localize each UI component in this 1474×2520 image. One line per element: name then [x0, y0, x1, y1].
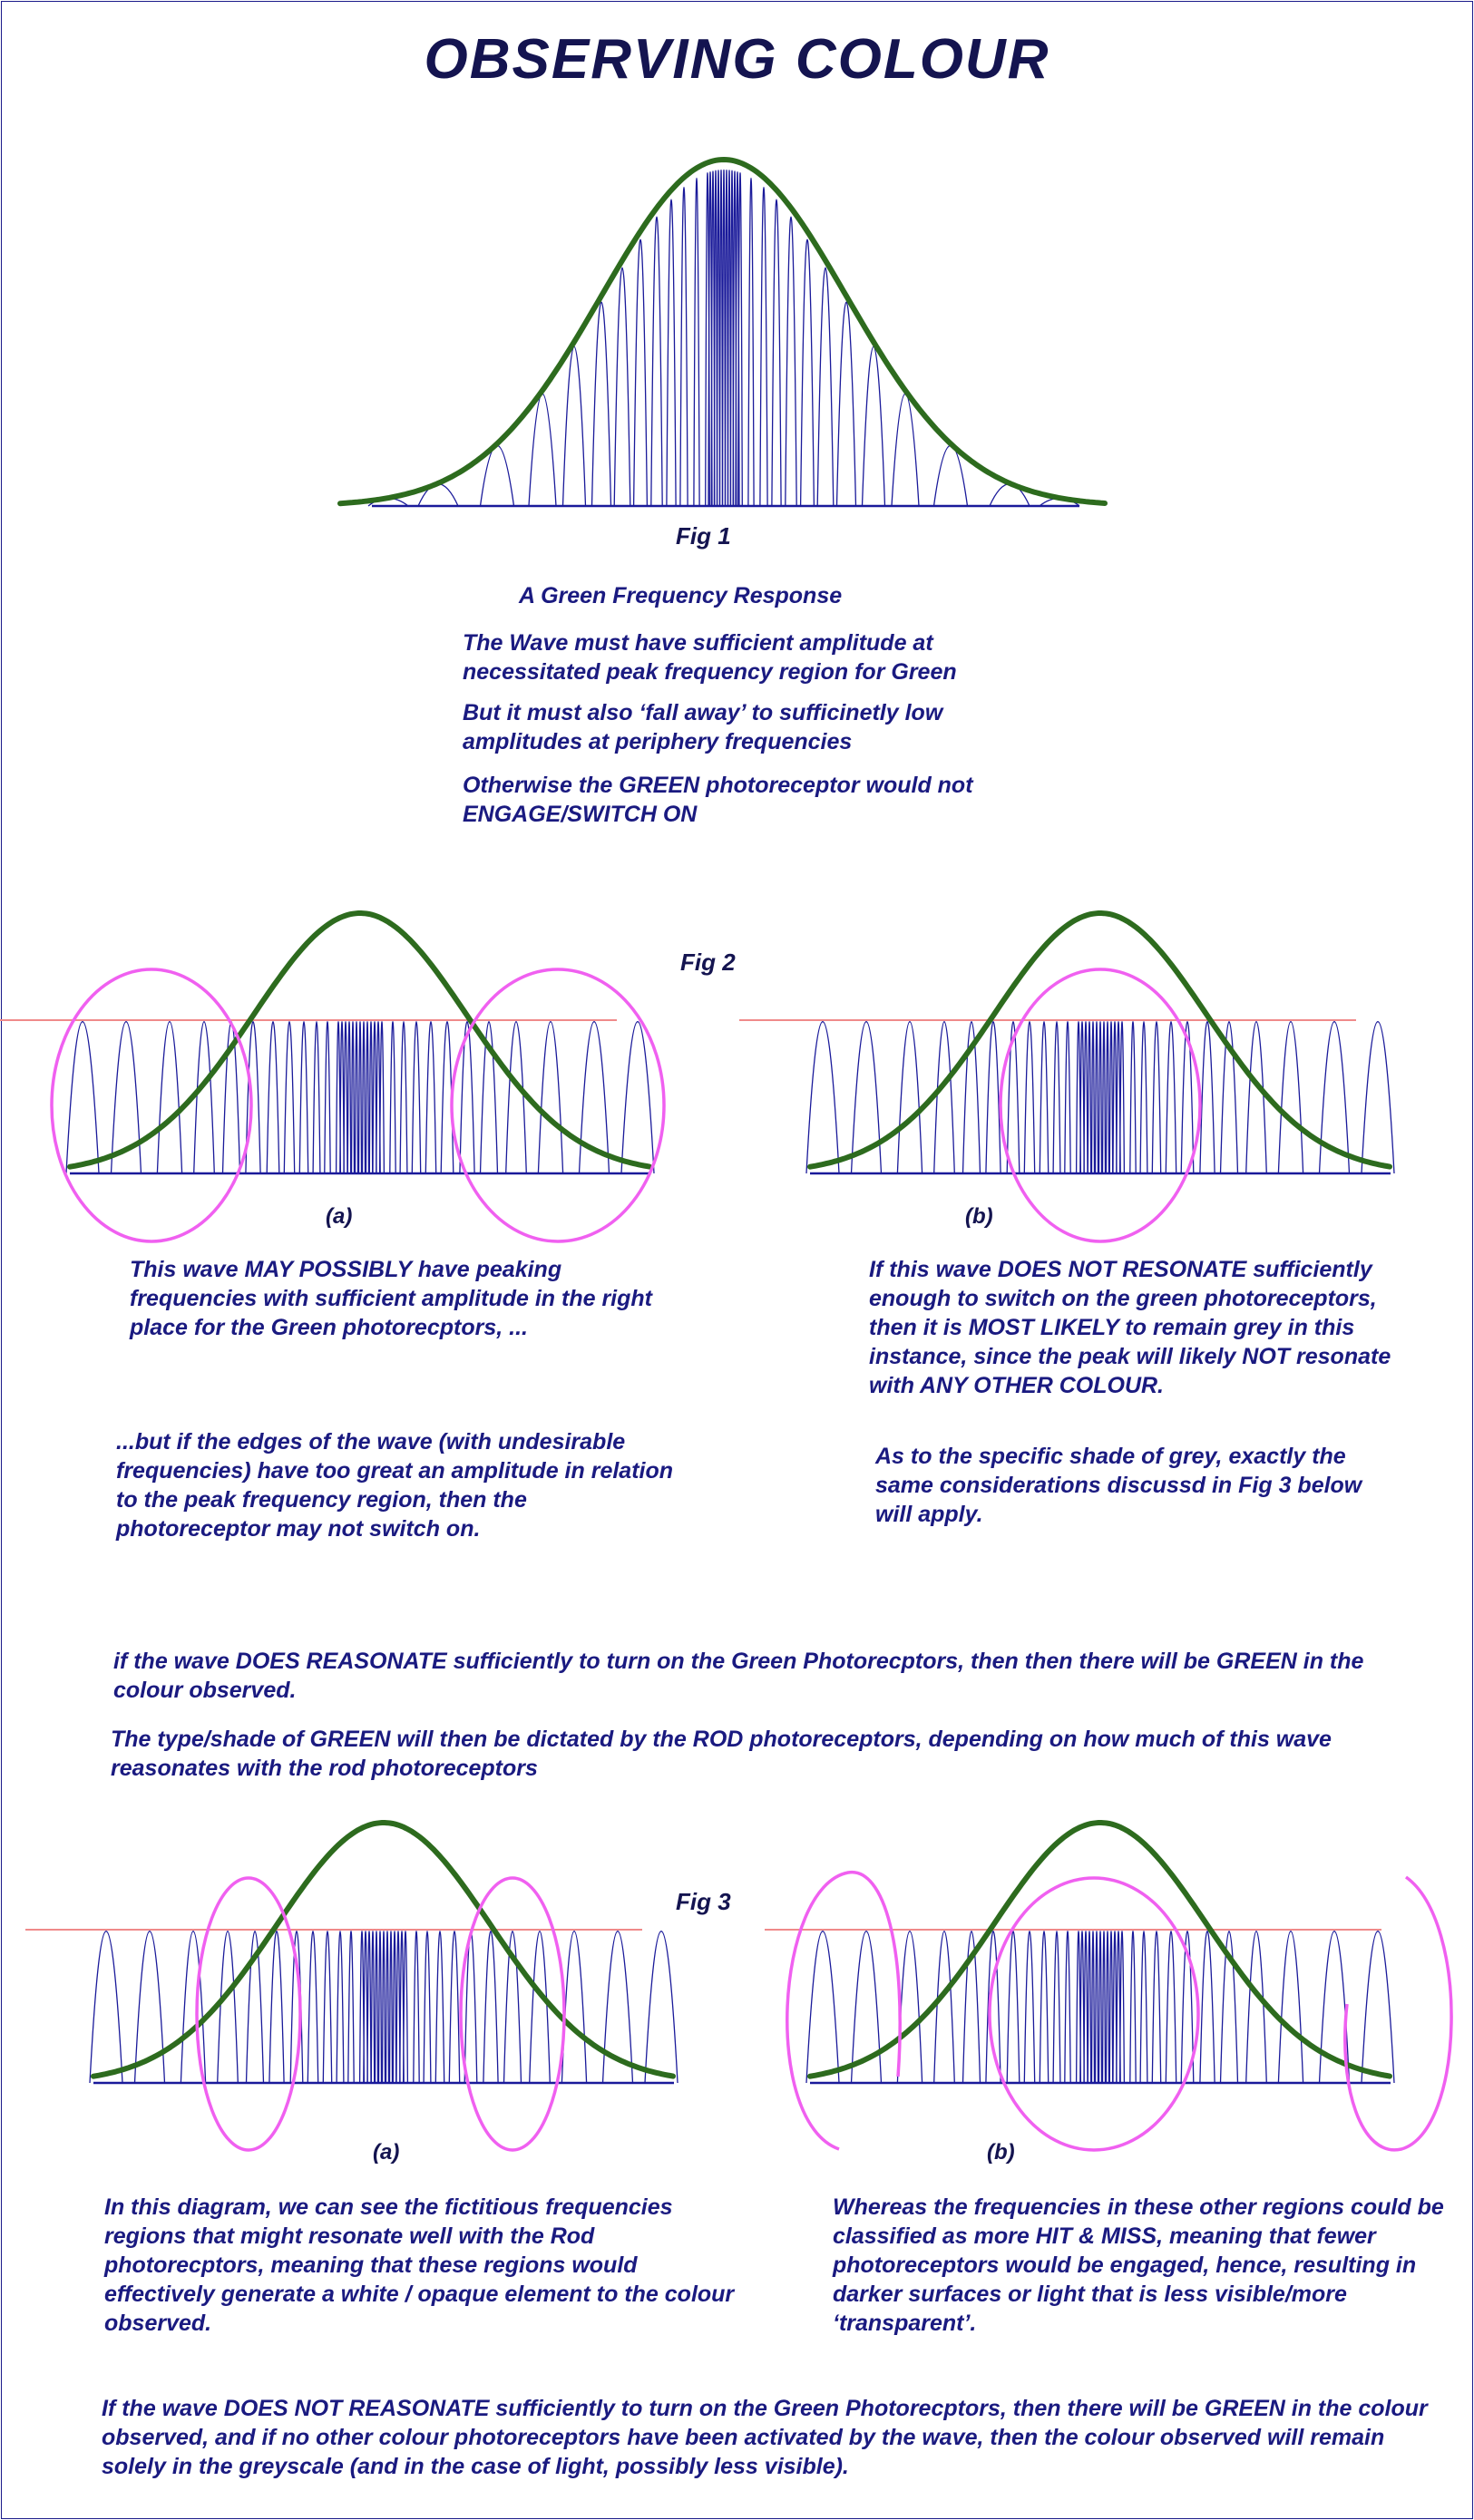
fig2b-spike-3: [1088, 1022, 1090, 1173]
footer-paragraph: If the wave DOES NOT REASONATE sufficiently to turn on the Green Photorecptors, then there will be GREEN in the colour observed, and if no other colour photoreceptors have been activated by the wave, then the colour observed will remain solely in the greyscale (and in the case of light, possibly less visible).: [102, 2396, 1428, 2479]
fig3b-spike-19: [1024, 1931, 1034, 2083]
fig2b-spike-9: [1109, 1022, 1112, 1173]
fig2b-spike-20: [1166, 1022, 1176, 1173]
fig2b-spike-24: [1200, 1022, 1215, 1173]
fig1-spike-24: [817, 268, 834, 506]
fig3b-spike-12: [1120, 1931, 1125, 2083]
fig2a-spike-12: [380, 1022, 385, 1173]
fig1-spike-26: [837, 302, 856, 506]
fig3a-spike-27: [218, 1931, 239, 2083]
fig2a-spike-13: [325, 1022, 330, 1173]
fig2b-ellipse-center: [1001, 969, 1200, 1241]
fig2a-spike-34: [621, 1022, 654, 1173]
fig1-spike-13: [694, 178, 699, 506]
fig3b-spike-30: [1278, 1931, 1303, 2083]
fig2b-spike-17: [1040, 1022, 1048, 1173]
fig2a-spike-2: [344, 1022, 347, 1173]
fig2a-label: (a): [326, 1204, 353, 1229]
fig2a-ellipse-left: [52, 969, 251, 1241]
fig2a-spike-21: [267, 1022, 279, 1173]
page-title: OBSERVING COLOUR: [424, 28, 1050, 91]
fig1-heading: A Green Frequency Response: [519, 583, 843, 608]
fig2b-spike-28: [1246, 1022, 1267, 1173]
fig3a-spike-17: [323, 1931, 331, 2083]
fig2b-spike-21: [1007, 1022, 1020, 1173]
fig2-label: Fig 2: [680, 949, 736, 976]
fig2a-spike-6: [359, 1022, 362, 1173]
fig3b-spike-7: [1103, 1931, 1106, 2083]
fig2b-spike-18: [1152, 1022, 1160, 1173]
fig2b-spike-34: [1362, 1022, 1394, 1173]
fig3a-text: In this diagram, we can see the fictitious frequencies regions that might resonate well with the Rod photorecptors, meaning that these regions would effectively generate a white / opaque element to the colour observed.: [104, 2194, 735, 2336]
fig1-paragraph-3: Otherwise the GREEN photoreceptor would not ENGAGE/SWITCH ON: [463, 773, 973, 827]
fig1-spike-21: [634, 239, 648, 506]
fig2a-text-1: This wave MAY POSSIBLY have peaking frequencies with sufficient amplitude in the right place for the Green photorecptors, ...: [130, 1257, 652, 1340]
fig2b-spike-16: [1140, 1022, 1147, 1173]
fig2a-spike-30: [538, 1022, 562, 1173]
fig3a-spike-18: [435, 1931, 444, 2083]
fig3b-spike-13: [1065, 1931, 1070, 2083]
fig3a-spike-19: [307, 1931, 317, 2083]
fig2a-spike-23: [246, 1022, 260, 1173]
fig2a-spike-3: [347, 1022, 350, 1173]
fig3b-spike-3: [1088, 1931, 1090, 2083]
fig3b-spike-5: [1096, 1931, 1098, 2083]
fig1-label: Fig 1: [676, 522, 731, 550]
fig2a-spike-17: [299, 1022, 307, 1173]
fig3b-spike-28: [1246, 1931, 1267, 2083]
fig2a-spike-14: [390, 1022, 395, 1173]
fig1-paragraph-2: But it must also ‘fall away’ to sufficinetly low amplitudes at periphery frequencies: [463, 700, 943, 754]
fig2b-spike-13: [1065, 1022, 1070, 1173]
fig2b-spike-6: [1099, 1022, 1102, 1173]
fig2a-spike-20: [425, 1022, 435, 1173]
fig3b-spike-9: [1109, 1931, 1112, 2083]
fig1-spike-19: [651, 217, 662, 506]
fig3b-spike-6: [1099, 1931, 1102, 2083]
fig3b-arc-left: [787, 1873, 900, 2149]
fig2a-ellipse-right: [452, 969, 664, 1241]
fig3a-spike-34: [645, 1931, 678, 2083]
fig3b-text: Whereas the frequencies in these other regions could be classified as more HIT & MISS, meaning that fewer photoreceptors would be engaged, hence, resulting in darker surfaces or light that is less visible/more ‘transparent’.: [833, 2194, 1444, 2336]
fig1-spike-28: [863, 346, 885, 506]
fig2a-spike-8: [366, 1022, 369, 1173]
fig3b-spike-8: [1107, 1931, 1109, 2083]
fig1-spike-29: [529, 394, 556, 506]
fig3b-spike-21: [1007, 1931, 1020, 2083]
fig3b-spike-4: [1092, 1931, 1095, 2083]
fig2b-spike-12: [1120, 1022, 1125, 1173]
fig2b-spike-7: [1103, 1022, 1106, 1173]
fig2b-spike-29: [897, 1022, 922, 1173]
fig1-spike-18: [772, 199, 781, 506]
fig2b-spike-15: [1053, 1022, 1060, 1173]
middle-paragraph-2: The type/shade of GREEN will then be dictated by the ROD photoreceptors, depending on how much of this wave reasonates with the rod photoreceptors: [111, 1727, 1332, 1781]
fig3a-spike-7: [386, 1931, 389, 2083]
fig2a-text-2: ...but if the edges of the wave (with undesirable frequencies) have too great an amplitude in relation to the peak frequency region, then the photoreceptor may not switch on.: [116, 1429, 674, 1542]
fig1-spike-27: [563, 346, 586, 506]
fig2a-spike-28: [506, 1022, 527, 1173]
fig2a-spike-16: [400, 1022, 407, 1173]
fig1-spike-20: [786, 217, 796, 506]
fig3a-spike-20: [449, 1931, 459, 2083]
fig3a-spike-23: [269, 1931, 284, 2083]
fig1-spike-23: [614, 268, 630, 506]
fig3b-spike-34: [1362, 1931, 1394, 2083]
fig1-spike-25: [592, 302, 611, 506]
fig2b-spike-30: [1278, 1022, 1303, 1173]
fig3a-spike-33: [90, 1931, 122, 2083]
fig3b-arc-right: [1345, 1877, 1451, 2150]
fig2a-spike-15: [313, 1022, 320, 1173]
fig3b-spike-18: [1152, 1931, 1160, 2083]
fig2b-spike-19: [1024, 1022, 1034, 1173]
fig3b-spike-16: [1140, 1931, 1147, 2083]
fig2b-spike-27: [934, 1022, 955, 1173]
fig2a-spike-9: [369, 1022, 372, 1173]
middle-paragraph-1: if the wave DOES REASONATE sufficiently to turn on the Green Photorecptors, then then there will be GREEN in the colour observed.: [113, 1649, 1364, 1703]
fig3b-spike-2: [1084, 1931, 1088, 2083]
fig3a-spike-12: [404, 1931, 408, 2083]
fig3b-label: (b): [987, 2140, 1015, 2165]
fig2a-spike-5: [356, 1022, 358, 1173]
fig2a-spike-19: [284, 1022, 294, 1173]
fig2a-spike-29: [157, 1022, 181, 1173]
fig2a-spike-7: [363, 1022, 366, 1173]
fig3a-spike-6: [383, 1931, 386, 2083]
fig3b-spike-14: [1130, 1931, 1136, 2083]
fig3a-spike-16: [424, 1931, 431, 2083]
fig3b-spike-20: [1166, 1931, 1176, 2083]
fig1-spike-12: [738, 173, 743, 506]
fig2b-spike-4: [1092, 1022, 1095, 1173]
fig2b-spike-23: [986, 1022, 1001, 1173]
fig2b-spike-8: [1107, 1022, 1109, 1173]
fig2a-spike-18: [412, 1022, 420, 1173]
fig1-spike-15: [680, 188, 688, 506]
fig3a-spike-14: [414, 1931, 419, 2083]
fig2a-spike-33: [66, 1022, 99, 1173]
fig2b-spike-2: [1084, 1022, 1088, 1173]
fig3a-ellipse-right: [461, 1878, 564, 2150]
fig3a-spike-3: [371, 1931, 374, 2083]
fig3a-spike-8: [390, 1931, 393, 2083]
fig1-spike-16: [760, 188, 767, 506]
fig2b-label: (b): [965, 1204, 993, 1229]
fig2b-spike-22: [1181, 1022, 1194, 1173]
fig3a-spike-9: [393, 1931, 395, 2083]
fig3a-spike-28: [530, 1931, 551, 2083]
fig3a-spike-13: [348, 1931, 354, 2083]
fig3b-spike-27: [934, 1931, 955, 2083]
fig3a-spike-5: [379, 1931, 382, 2083]
fig2a-spike-27: [194, 1022, 215, 1173]
fig2b-spike-14: [1130, 1022, 1136, 1173]
fig3b-spike-33: [806, 1931, 839, 2083]
fig1-spike-14: [748, 178, 754, 506]
fig3-label: Fig 3: [676, 1888, 731, 1915]
fig3a-spike-24: [483, 1931, 498, 2083]
fig3a-spike-2: [367, 1931, 371, 2083]
fig1-spike-30: [892, 394, 919, 506]
fig2b-text-2: As to the specific shade of grey, exactly the same considerations discussd in Fig 3 below will apply.: [875, 1444, 1362, 1527]
fig2b-spike-5: [1096, 1022, 1098, 1173]
fig2a-spike-4: [352, 1022, 355, 1173]
fig1-paragraph-1: The Wave must have sufficient amplitude at necessitated peak frequency region for Green: [463, 630, 957, 685]
fig3b-spike-15: [1053, 1931, 1060, 2083]
fig3b-spike-24: [1200, 1931, 1215, 2083]
fig1-spike-22: [801, 239, 815, 506]
fig3b-spike-23: [986, 1931, 1001, 2083]
fig1-spike-17: [667, 199, 676, 506]
fig3a-label: (a): [373, 2140, 400, 2165]
fig3a-spike-4: [376, 1931, 378, 2083]
fig3b-spike-17: [1040, 1931, 1048, 2083]
fig2b-text-1: If this wave DOES NOT RESONATE sufficiently enough to switch on the green photoreceptors, then it is MOST LIKELY to remain grey in this instance, since the peak will likely NOT resonate with ANY OTHER COLOUR.: [869, 1257, 1391, 1398]
fig2b-spike-33: [806, 1022, 839, 1173]
fig3a-spike-15: [337, 1931, 344, 2083]
